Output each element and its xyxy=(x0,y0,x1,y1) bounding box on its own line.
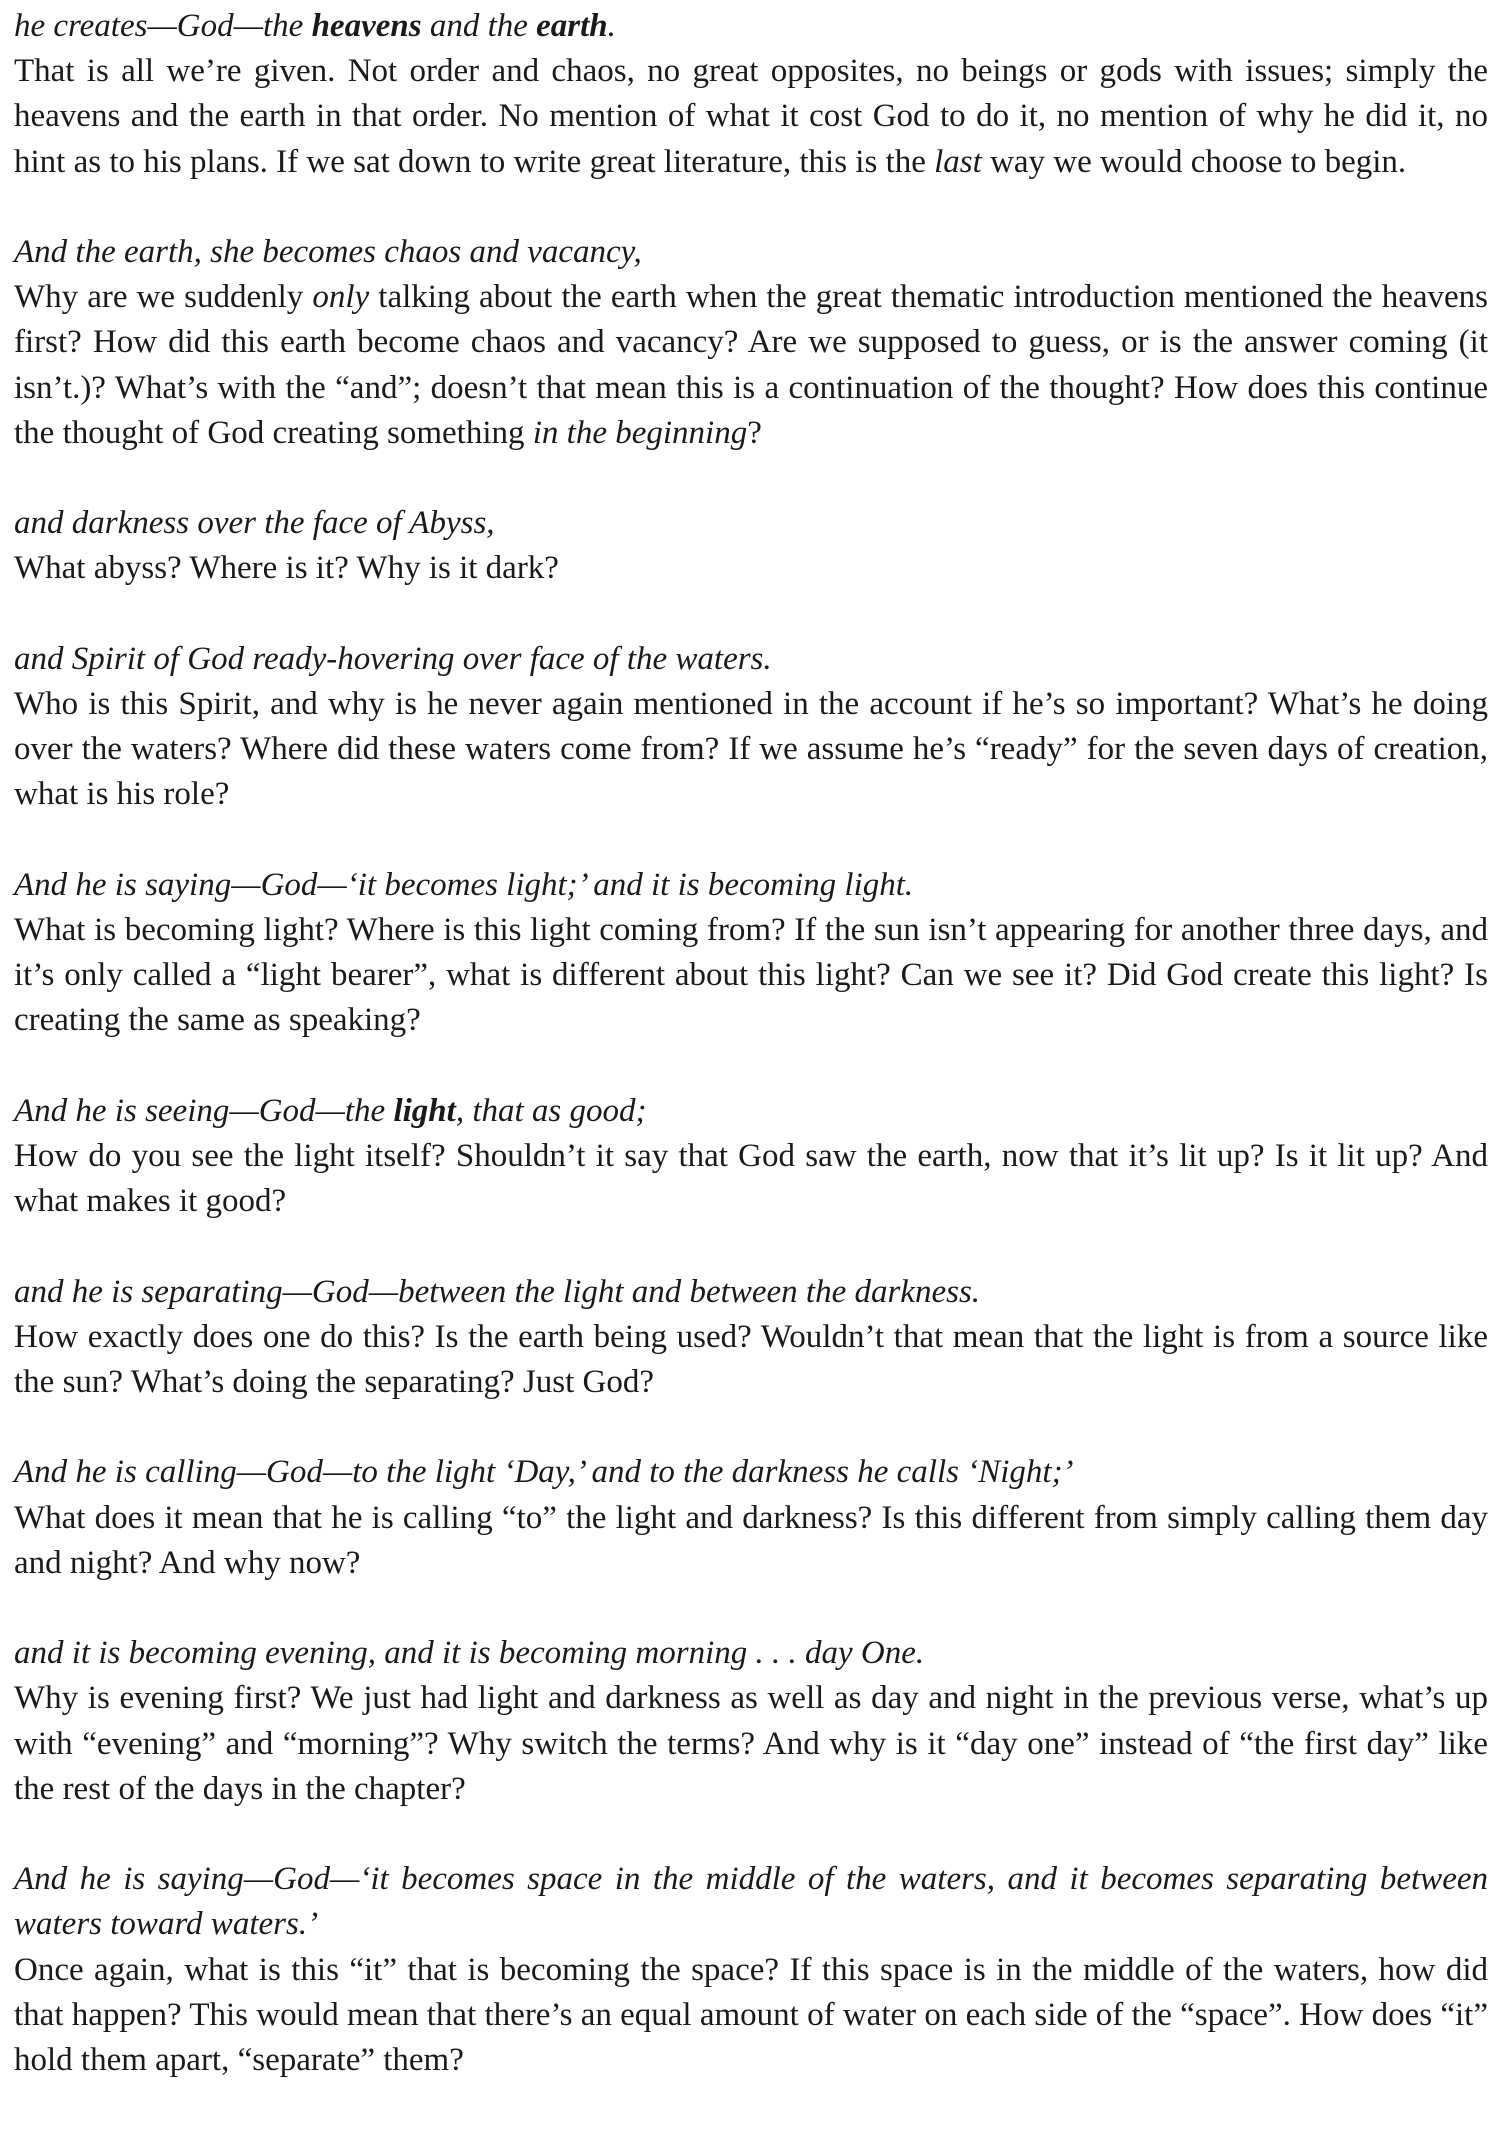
commentary-paragraph xyxy=(14,1948,1488,2084)
commentary-paragraph xyxy=(14,1134,1488,1224)
text-run: and it is becoming evening, and it is becoming morning . . . day One. xyxy=(14,1635,925,1672)
text-run: And he is saying—God—‘it becomes space in the middle of the waters, and it becomes separating between waters toward waters.’ xyxy=(14,1861,1488,1943)
text-run: Once again, what is this “it” that is becoming the space? If this space is in the middle of the waters, how did that happen? This would mean that there’s an equal amount of water on each side of the “space”. How does “it” hold them apart, “separate” them? xyxy=(14,1951,1488,2078)
commentary-paragraph xyxy=(14,1496,1488,1586)
text-run: and the xyxy=(421,8,537,44)
text-run: Why are we suddenly xyxy=(14,279,313,316)
text-run: Why is evening first? We just had light and darkness as well as day and night in the previous verse, what’s up with “evening” and “morning”? Why switch the terms? And why is it “day one” instead of “the first day” like the rest of the days in the chapter? xyxy=(14,1680,1488,1807)
text-run: And he is saying—God—‘it becomes light;’ and it is becoming light. xyxy=(14,866,914,903)
text-run: What abyss? Where is it? Why is it dark? xyxy=(14,550,559,587)
verse-line xyxy=(14,1631,1488,1676)
verse-line xyxy=(14,230,1488,275)
verse-line xyxy=(14,4,1488,49)
bold-text: heavens xyxy=(311,8,422,44)
verse-commentary-block xyxy=(14,501,1488,591)
text-run: How do you see the light itself? Shouldn’t it say that God saw the earth, now that it’s lit up? Is it lit up? And what makes it good? xyxy=(14,1138,1488,1220)
text-run: talking about the earth when the great thematic introduction mentioned the heavens first? How did this earth become chaos and vacancy? Are we supposed to guess, or is the answer coming (it isn’t.)? What’s with the “and”; doesn’t that mean this is a continuation of the thought? How does this continue the thought of God creating something xyxy=(14,279,1488,451)
commentary-paragraph xyxy=(14,1676,1488,1812)
verse-line xyxy=(14,1857,1488,1947)
text-run: What is becoming light? Where is this light coming from? If the sun isn’t appearing for another three days, and it’s only called a “light bearer”, what is different about this light? Can we see it? Did God create this light? Is creating the same as speaking? xyxy=(14,912,1488,1039)
text-run: And he is seeing—God—the xyxy=(14,1092,394,1129)
verse-commentary-block xyxy=(14,230,1488,456)
text-run: and he is separating—God—between the light and between the darkness. xyxy=(14,1273,981,1310)
text-run: What does it mean that he is calling “to” the light and darkness? Is this different from simply calling them day and night? And why now? xyxy=(14,1499,1488,1581)
text-run: Who is this Spirit, and why is he never again mentioned in the account if he’s so important? What’s he doing over the waters? Where did these waters come from? If we assume he’s “ready” for the seven days of creation, what is his role? xyxy=(14,686,1488,813)
verse-line xyxy=(14,1089,1488,1134)
text-run: And the earth, she becomes chaos and vacancy, xyxy=(14,234,642,270)
commentary-paragraph xyxy=(14,1315,1488,1405)
text-run: ? xyxy=(747,414,762,451)
verse-line xyxy=(14,1450,1488,1495)
italic-text: last xyxy=(934,143,982,180)
text-run: And he is calling—God—to the light ‘Day,’ and to the darkness he calls ‘Night;’ xyxy=(14,1454,1074,1491)
verse-commentary-block xyxy=(14,1631,1488,1812)
verse-commentary-block xyxy=(14,1089,1488,1225)
verse-commentary-block xyxy=(14,1857,1488,2083)
commentary-paragraph xyxy=(14,49,1488,185)
text-run: How exactly does one do this? Is the earth being used? Wouldn’t that mean that the light is from a source like the sun? What’s doing the separating? Just God? xyxy=(14,1318,1488,1400)
verse-line xyxy=(14,501,1488,546)
commentary-paragraph xyxy=(14,275,1488,456)
verse-commentary-block xyxy=(14,4,1488,185)
text-run: and darkness over the face of Abyss, xyxy=(14,505,495,542)
verse-line xyxy=(14,863,1488,908)
text-run: That is all we’re given. Not order and chaos, no great opposites, no beings or gods with issues; simply the heavens and the earth in that order. No mention of what it cost God to do it, no mention of why he did it, no hint as to his plans. If we sat down to write great literature, this is the xyxy=(14,53,1488,180)
text-run: he creates—God—the xyxy=(14,8,312,44)
verse-line xyxy=(14,1270,1488,1315)
text-run: , that as good; xyxy=(455,1092,647,1129)
bold-text: earth xyxy=(536,8,608,44)
italic-text: in the beginning xyxy=(532,414,748,451)
verse-line xyxy=(14,637,1488,682)
verse-commentary-block xyxy=(14,1270,1488,1406)
verse-commentary-block xyxy=(14,637,1488,818)
commentary-paragraph xyxy=(14,682,1488,818)
text-run: way we would choose to begin. xyxy=(981,143,1407,180)
text-run: . xyxy=(607,8,616,44)
verse-commentary-block xyxy=(14,1450,1488,1586)
verse-commentary-block xyxy=(14,863,1488,1044)
commentary-paragraph xyxy=(14,546,1488,591)
italic-text: only xyxy=(312,279,370,316)
text-run: and Spirit of God ready-hovering over face of the waters. xyxy=(14,640,772,677)
commentary-paragraph xyxy=(14,908,1488,1044)
bold-text: light xyxy=(393,1092,456,1129)
